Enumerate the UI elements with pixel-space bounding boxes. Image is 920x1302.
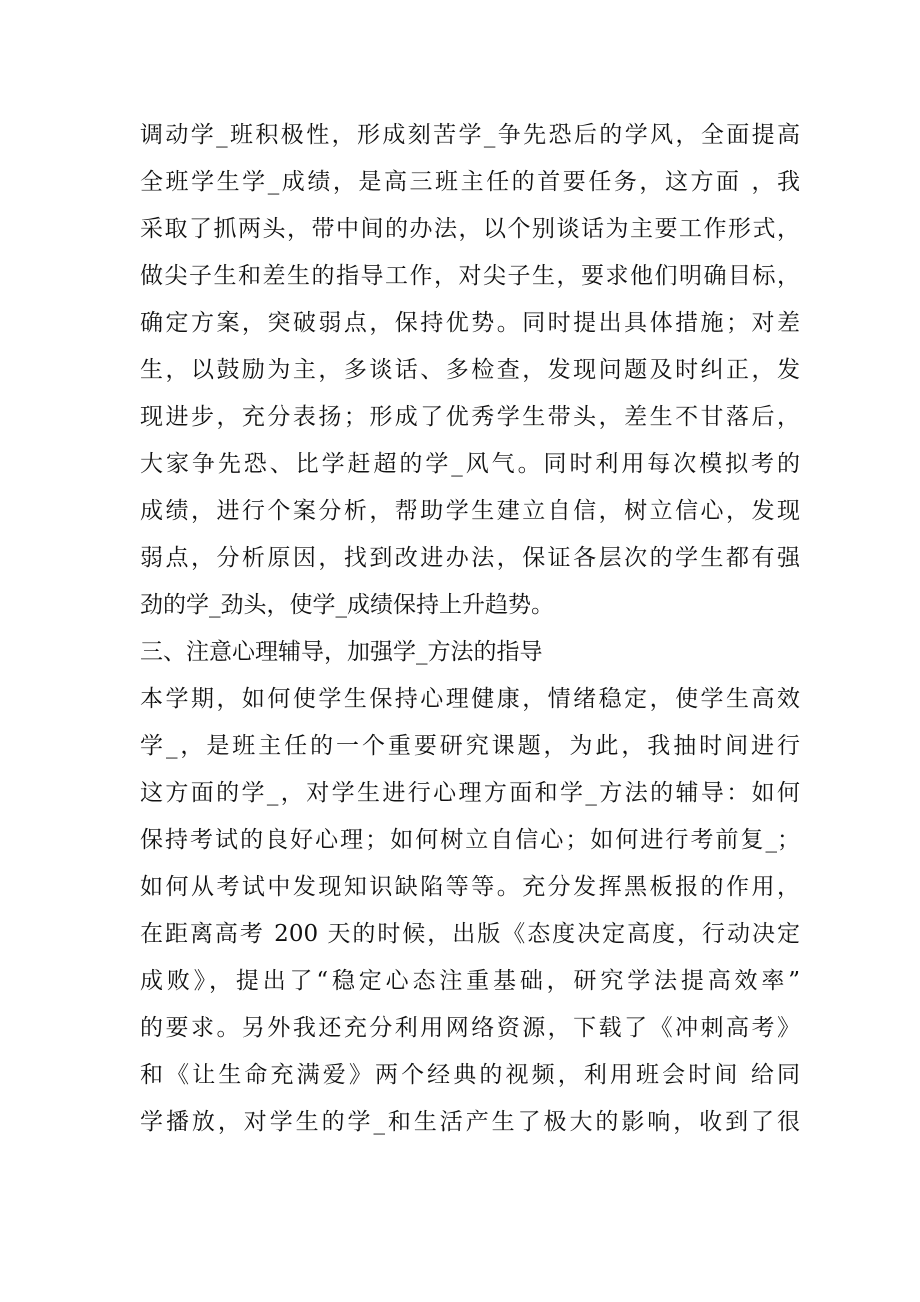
text-line: 学_，是班主任的一个重要研究课题，为此，我抽时间进行 — [140, 733, 800, 759]
text-line: 如何从考试中发现知识缺陷等等。充分发挥黑板报的作用， — [140, 874, 800, 900]
text-line: 劲的学_劲头，使学_成绩保持上升趋势。 — [140, 592, 554, 618]
body-text — [140, 112, 800, 1146]
text-line: 生，以鼓励为主，多谈话、多检查，发现问题及时纠正，发 — [140, 357, 800, 383]
text-line: 全班学生学_成绩，是高三班主任的首要任务，这方面 ，我 — [140, 169, 800, 195]
text-line: 成绩，进行个案分析，帮助学生建立自信，树立信心，发现 — [140, 498, 800, 524]
text-line: 保持考试的良好心理；如何树立自信心；如何进行考前复_； — [140, 827, 800, 853]
text-line: 大家争先恐、比学赶超的学_风气。同时利用每次模拟考的 — [140, 451, 800, 477]
text-line: 采取了抓两头，带中间的办法，以个别谈话为主要工作形式， — [140, 216, 800, 242]
text-line: 现进步，充分表扬；形成了优秀学生带头，差生不甘落后， — [140, 404, 800, 430]
section-heading: 三、注意心理辅导，加强学_方法的指导 — [140, 639, 543, 665]
text-line: 成败》，提出了“稳定心态注重基础，研究学法提高效率” — [140, 968, 800, 994]
text-line: 这方面的学_，对学生进行心理方面和学_方法的辅导：如何 — [140, 780, 800, 806]
text-line: 在距离高考 200 天的时候，出版《态度决定高度，行动决定 — [140, 921, 800, 947]
text-line: 确定方案，突破弱点，保持优势。同时提出具体措施；对差 — [140, 310, 800, 336]
text-line: 做尖子生和差生的指导工作，对尖子生，要求他们明确目标， — [140, 263, 800, 289]
text-line: 学播放，对学生的学_和生活产生了极大的影响，收到了很 — [140, 1109, 800, 1135]
text-line: 和《让生命充满爱》两个经典的视频，利用班会时间 给同 — [140, 1062, 800, 1088]
text-line: 的要求。另外我还充分利用网络资源，下载了《冲刺高考》 — [140, 1015, 800, 1041]
text-line: 弱点，分析原因，找到改进办法，保证各层次的学生都有强 — [140, 545, 800, 571]
text-line: 调动学_班积极性，形成刻苦学_争先恐后的学风，全面提高 — [140, 122, 800, 148]
text-line: 本学期，如何使学生保持心理健康，情绪稳定，使学生高效 — [140, 686, 800, 712]
